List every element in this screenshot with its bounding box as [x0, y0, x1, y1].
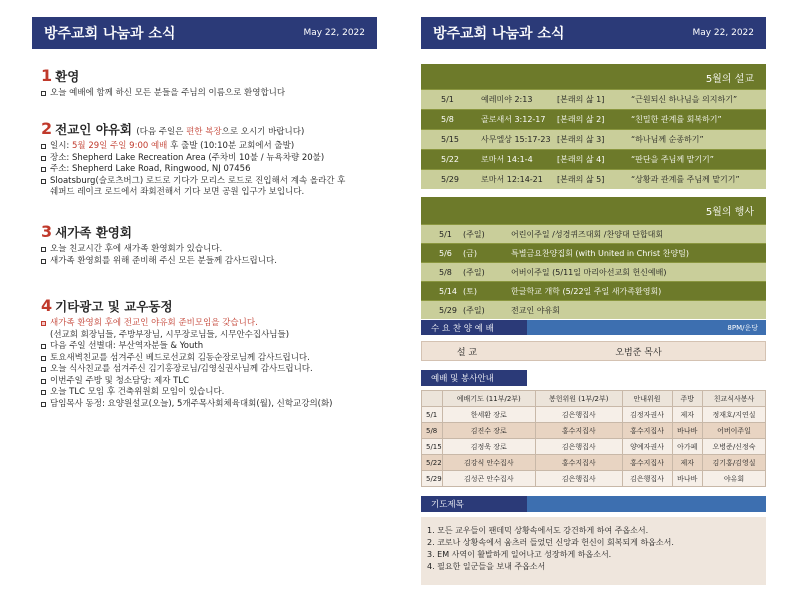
table-row: 5/8 (주일) 어버이주일 (5/11일 마리아선교회 헌신예배) — [421, 262, 766, 281]
worship-role: 설 교 — [456, 347, 478, 358]
list-item: 새가족 환영회 후에 전교인 야유회 준비모임을 갖습니다. — [41, 318, 386, 330]
left-header-title: 방주교회 나눔과 소식 — [44, 26, 176, 42]
prayer-bar — [421, 496, 766, 512]
table-header-row: 예배기도 (11부/2부) 봉헌위원 (1부/2부) 안내위원 주방 친교식사봉사 — [422, 391, 766, 407]
worship-speaker: 오범준 목사 — [615, 347, 662, 358]
list-item-cont: (선교회 회장님들, 주방부장님, 시무장로님들, 시무안수집사님들) — [50, 329, 290, 340]
offering-bar — [421, 370, 766, 386]
worship-bar — [421, 320, 766, 335]
left-header-date: May 22, 2022 — [303, 28, 365, 38]
prayer-box — [421, 517, 766, 585]
section-announcements-heading: 4 기타광고 및 교우동정 — [41, 296, 173, 315]
table-row: 5/8 김진수 장로 홍수지집사 홍수지집사 바나바 어버이주일 — [422, 423, 766, 439]
sermons-title: 5월의 설교 — [705, 74, 754, 85]
table-row: 5/22 김강식 안수집사 홍수지집사 홍수지집사 제자 김기홍/김영실 — [422, 455, 766, 471]
list-item: 오늘 식사친교를 섬겨주신 김기홍장로님/김영실권사님께 감사드립니다. — [41, 364, 386, 376]
list-item: 4. 필요한 일군들을 보내 주옵소서 — [427, 562, 546, 571]
list-item: 2. 코로나 상황속에서 움츠러 들었던 신앙과 헌신이 회복되게 하옵소서. — [427, 538, 674, 547]
worship-label: 수 요 찬 양 예 배 — [421, 320, 527, 335]
right-header-title: 방주교회 나눔과 소식 — [433, 26, 565, 42]
table-row: 5/14 (토) 한글학교 개학 (5/22일 주일 새가족환영회) — [421, 281, 766, 300]
table-row: 5/15 김정욱 장로 김은행집사 양예자권사 아가페 오병준/신정숙 — [422, 439, 766, 455]
list-item: 오늘 TLC 모임 후 건축위원회 모임이 있습니다. — [41, 387, 386, 399]
table-row: 5/1 한세환 장로 김은행집사 김정자권사 제자 정재호/지연실 — [422, 407, 766, 423]
table-row: 5/29 로마서 12:14-21 [본래의 삶 5] “상황과 관계를 주님께 맡기기” — [421, 169, 766, 189]
events-box — [421, 197, 766, 315]
table-row: 5/1 (주일) 어린이주일 /성경퀴즈대회 /찬양대 단합대회 — [421, 224, 766, 243]
list-item: 주소: Shepherd Lake Road, Ringwood, NJ 07456 — [41, 164, 386, 176]
list-item: 오늘 예배에 함께 하신 모든 분들을 주님의 이름으로 환영합니다 — [41, 88, 386, 100]
list-item: 장소: Shepherd Lake Recreation Area (주차비 10불 / 뉴욕차량 20불) — [41, 153, 386, 165]
worship-time: 8PM/운당 — [527, 320, 766, 335]
table-row: 5/1 예레미야 2:13 [본래의 삶 1] “근원되신 하나님을 의지하기” — [421, 89, 766, 109]
list-item: 이번주일 주방 및 청소담당: 제자 TLC — [41, 376, 386, 388]
worship-row — [421, 341, 766, 361]
right-header-date: May 22, 2022 — [692, 28, 754, 38]
section-picnic-heading: 2 전교인 야유회 (다음 주일은 편한 복장으로 오시기 바랍니다) — [41, 119, 305, 138]
list-item: 토요새벽친교를 섬겨주신 베드로선교회 김동순장로님께 감사드립니다. — [41, 353, 386, 365]
list-item: 다음 주일 선별대: 부산역자분들 & Youth — [41, 341, 386, 353]
events-title: 5월의 행사 — [705, 207, 754, 218]
section-welcome — [41, 66, 386, 100]
list-item: 새가족 환영회를 위해 준비해 주신 모든 분들께 감사드립니다. — [41, 256, 386, 268]
list-item: 1. 모든 교우들이 팬데믹 상황속에서도 강건하게 하여 주옵소서. — [427, 526, 649, 535]
list-item: 담임목사 동정: 요양원설교(오늘), 5개주목사회체육대회(월), 신학교강의(화) — [41, 399, 386, 411]
section-welcome-heading: 1 환영 — [41, 66, 80, 85]
table-row: 5/15 사무엘상 15:17-23 [본래의 삶 3] “하나님께 순종하기” — [421, 129, 766, 149]
offering-table — [421, 390, 766, 487]
left-header — [32, 17, 377, 49]
table-row: 5/22 로마서 14:1-4 [본래의 삶 4] “판단을 주님께 맡기기” — [421, 149, 766, 169]
sermons-box — [421, 64, 766, 186]
list-item: 오늘 친교시간 후에 새가족 환영회가 있습니다. — [41, 244, 386, 256]
section-announcements — [41, 296, 386, 410]
table-row: 5/8 골로새서 3:12-17 [본래의 삶 2] “친밀한 관계를 회복하기” — [421, 109, 766, 129]
prayer-label: 기도제목 — [421, 496, 527, 512]
list-item: 일시: 5월 29일 주일 9:00 예배 후 출발 (10:10분 교회에서 출발) — [41, 141, 386, 153]
offering-label: 예배 및 봉사안내 — [421, 370, 527, 386]
right-header — [421, 17, 766, 49]
table-row: 5/29 김성곤 안수집사 김은행집사 김은행집사 바나바 야유회 — [422, 471, 766, 487]
table-row: 5/29 (주일) 전교인 야유회 — [421, 300, 766, 319]
list-item: 3. EM 사역이 활발하게 일어나고 성장하게 하옵소서. — [427, 550, 612, 559]
section-newcomers-heading: 3 새가족 환영회 — [41, 222, 132, 241]
list-item: Sloatsburg(슬로츠버그) 로드로 기다가 모리스 로드로 진입해서 계속 올라간 후 — [41, 176, 386, 188]
section-picnic — [41, 119, 386, 199]
list-item-cont: 쉐퍼드 레이크 로드에서 좌회전해서 기다 보면 공원 입구가 보입니다. — [50, 187, 305, 197]
section-newcomers — [41, 222, 386, 267]
table-row: 5/6 (금) 특별금요찬양집회 (with United in Christ 찬양팀) — [421, 243, 766, 262]
